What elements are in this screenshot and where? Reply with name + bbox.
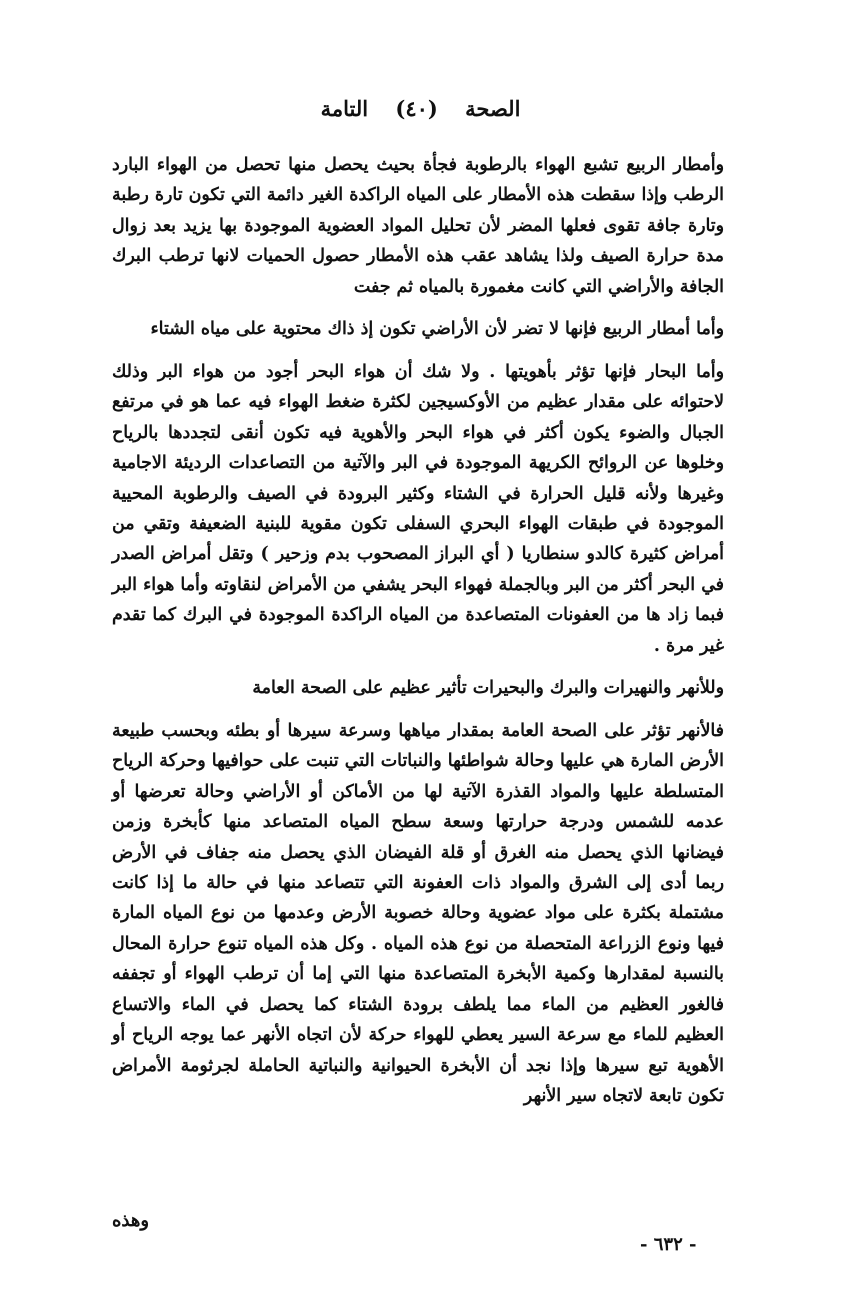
paragraph: فالأنهر تؤثر على الصحة العامة بمقدار مياهها وسرعة سيرها أو بطئه وبحسب طبيعة الأرض المارة هي عليها وحالة شواطئها والنباتات التي تنبت على حوافيها وحركة الرياح المتسلطة عليها والمواد القذرة الآتية لها من الأماكن أو الأراضي وحالة تعرضها أو عدمه للشمس ودرجة حرارتها وسعة سطح المياه المتصاعد منها كأبخرة وزمن فيضانها الذي يحصل منه الغرق أو قلة الفيضان الذي يحصل منه جفاف في الأرض ربما أدى إلى الشرق والمواد ذات العفونة التي تتصاعد منها في حالة ما إذا كانت مشتملة بكثرة على مواد عضوية وحالة خصوبة الأرض وعدمها من نوع المياه المارة فيها ونوع الزراعة المتحصلة من نوع هذه المياه . وكل هذه المياه تنوع حرارة المحال بالنسبة لمقدارها وكمية الأبخرة المتصاعدة منها التي إما أن ترطب الهواء أو تجففه فالغور العظيم من الماء مما يلطف برودة الشتاء كما يحصل في الماء والاتساع العظيم للماء مع سرعة السير يعطي للهواء حركة لأن اتجاه الأنهر عما يوجه الرياح أو الأهوية تبع سيرها وإذا نجد أن الأبخرة الحيوانية والنباتية الحاملة لجرثومة الأمراض تكون تابعة لاتجاه سير الأنهر (112, 720, 724, 1107)
paragraph: وأما البحار فإنها تؤثر بأهويتها . ولا شك أن هواء البحر أجود من هواء البر وذلك لاحتوائه على مقدار عظيم من الأوكسيجين لكثرة ضغط الهواء فيه عما هو في مرتفع الجبال والضوء يكون أكثر في هواء البحر والأهوية فيه تكون أنقى لتجددها بالرياح وخلوها عن الروائح الكريهة الموجودة في البر والآتية من التصاعدات الرديئة الاجامية وغيرها ولأنه قليل الحرارة في الشتاء وكثير البرودة في الصيف والرطوبة المحيية الموجودة في طبقات الهواء البحري السفلى تكون مقوية للبنية الضعيفة وتقي من أمراض كثيرة كالدو سنطاريا ( أي البراز المصحوب بدم وزحير ) وتقل أمراض الصدر في البحر أكثر من البر وبالجملة فهواء البحر يشفي من الأمراض لنقاوته وأما هواء البر فبما زاد ها من العفونات المتصاعدة من المياه الراكدة الموجودة في البرك كما تقدم غير مرة . (112, 361, 724, 656)
header-right-word: الصحة (465, 96, 521, 121)
paragraph: وأما أمطار الربيع فإنها لا تضر لأن الأراضي تكون إذ ذاك محتوية على مياه الشتاء (150, 319, 724, 340)
page-header (0, 96, 841, 121)
header-section-number: (٤٠) (395, 96, 438, 121)
catchword: وهذه (112, 1210, 150, 1231)
body-text (112, 150, 724, 1124)
page-number: - ٦٣٢ - (640, 1234, 697, 1255)
paragraph: وللأنهر والنهيرات والبرك والبحيرات تأثير عظيم على الصحة العامة (252, 678, 724, 699)
paragraph: وأمطار الربيع تشبع الهواء بالرطوبة فجأة بحيث يحصل منها تحصل من الهواء البارد الرطب وإذا سقطت هذه الأمطار على المياه الراكدة الغير دائمة التي تكون تارة رطبة وتارة جافة تقوى فعلها المضر لأن تحليل المواد العضوية الموجودة بها يزيد بعد زوال مدة حرارة الصيف ولذا يشاهد عقب هذه الأمطار حصول الحميات لانها ترطب البرك الجافة والأراضي التي كانت مغمورة بالمياه ثم جفت (112, 155, 724, 297)
header-left-word: التامة (320, 96, 369, 121)
